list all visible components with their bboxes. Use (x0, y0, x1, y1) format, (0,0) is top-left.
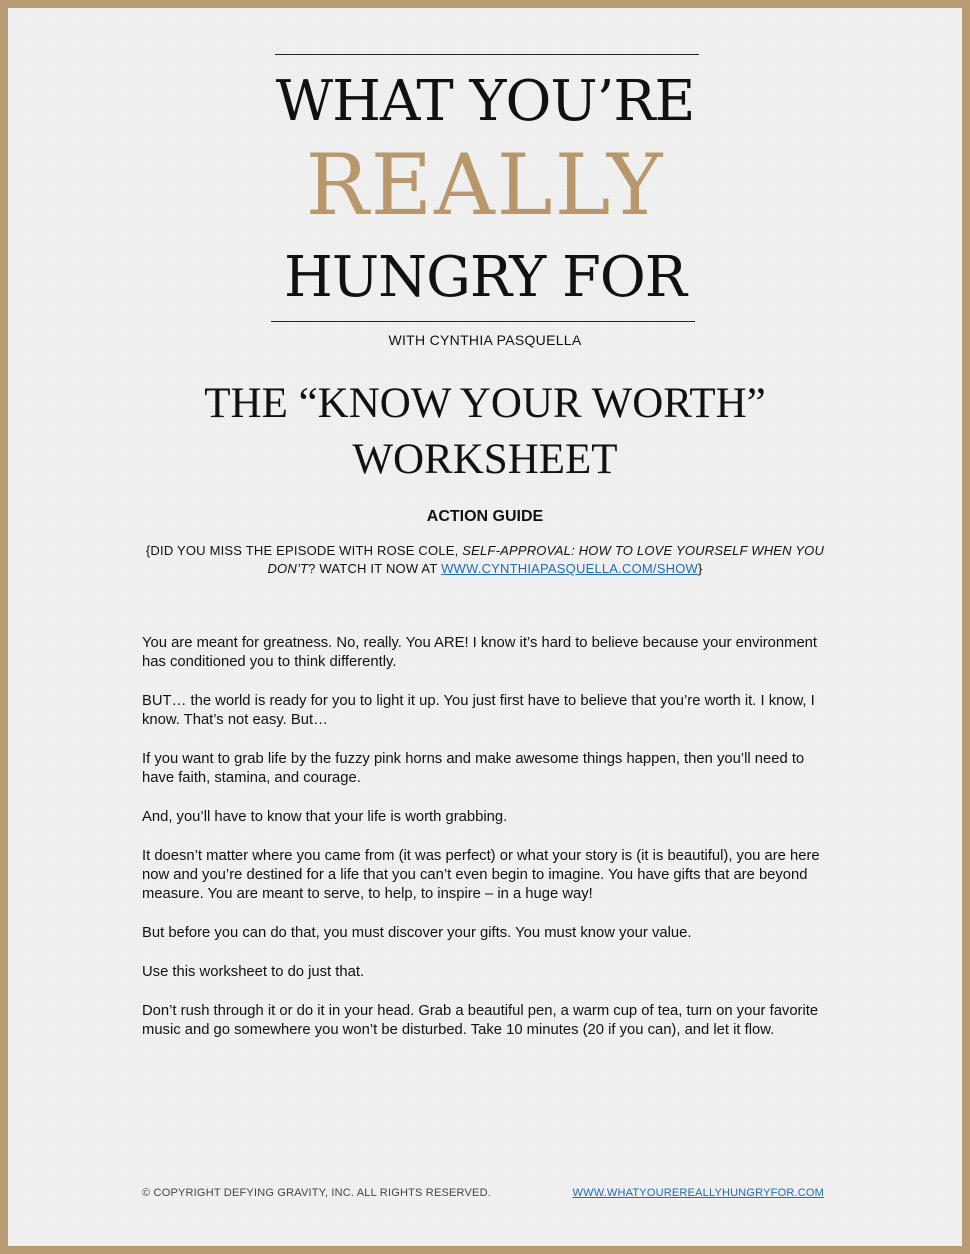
copyright-notice: © COPYRIGHT DEFYING GRAVITY, INC. ALL RIGHTS RESERVED. (142, 1187, 491, 1199)
episode-note-suffix: } (697, 561, 703, 576)
body-paragraph: Use this worksheet to do just that. (142, 964, 365, 980)
body-paragraph: It doesn’t matter where you came from (it was perfect) or what your story is (it is beautiful), you are here now and you’re destined for a life that you can’t even begin to imagine. You have gifts that are beyond measure. You are meant to serve, to help, to inspire – in a huge way! (142, 848, 820, 902)
title-line-hungry-for: HUNGRY FOR (284, 245, 686, 310)
website-link[interactable]: WWW.WHATYOUREREALLYHUNGRYFOR.COM (572, 1187, 824, 1199)
episode-note-mid: ? WATCH IT NOW AT (308, 561, 442, 576)
worksheet-title-line1: THE “KNOW YOUR WORTH” (204, 380, 766, 427)
title-top-rule (275, 54, 699, 55)
episode-title: SELF-APPROVAL: HOW TO LOVE YOURSELF WHEN YOU DON’T (267, 543, 825, 576)
body-paragraph: If you want to grab life by the fuzzy pink horns and make awesome things happen, then you’ll need to have faith, stamina, and courage. (142, 751, 805, 786)
body-text (142, 634, 830, 1060)
worksheet-title (0, 376, 970, 488)
title-bottom-rule (271, 321, 695, 322)
episode-note-prefix: {DID YOU MISS THE EPISODE WITH ROSE COLE, (145, 543, 463, 558)
body-paragraph: You are meant for greatness. No, really. You ARE! I know it’s hard to believe because your environment has conditioned you to think differently. (142, 635, 818, 670)
title-line-what-youre: WHAT YOU’RE (275, 69, 695, 134)
body-paragraph: And, you’ll have to know that your life is worth grabbing. (142, 809, 508, 825)
host-byline: WITH CYNTHIA PASQUELLA (388, 332, 582, 348)
show-link[interactable]: WWW.CYNTHIAPASQUELLA.COM/SHOW (441, 561, 698, 576)
episode-note (140, 542, 830, 578)
title-line-really: REALLY (305, 136, 665, 234)
body-paragraph: Don’t rush through it or do it in your head. Grab a beautiful pen, a warm cup of tea, turn on your favorite music and go somewhere you won’t be disturbed. Take 10 minutes (20 if you can), and let it flow. (142, 1003, 819, 1038)
body-paragraph: But before you can do that, you must discover your gifts. You must know your value. (142, 925, 692, 941)
worksheet-title-line2: WORKSHEET (352, 436, 618, 483)
action-guide-heading: ACTION GUIDE (426, 508, 544, 525)
body-paragraph: BUT… the world is ready for you to light it up. You just first have to believe that you’re worth it. I know, I know. That’s not easy. But… (142, 693, 815, 728)
